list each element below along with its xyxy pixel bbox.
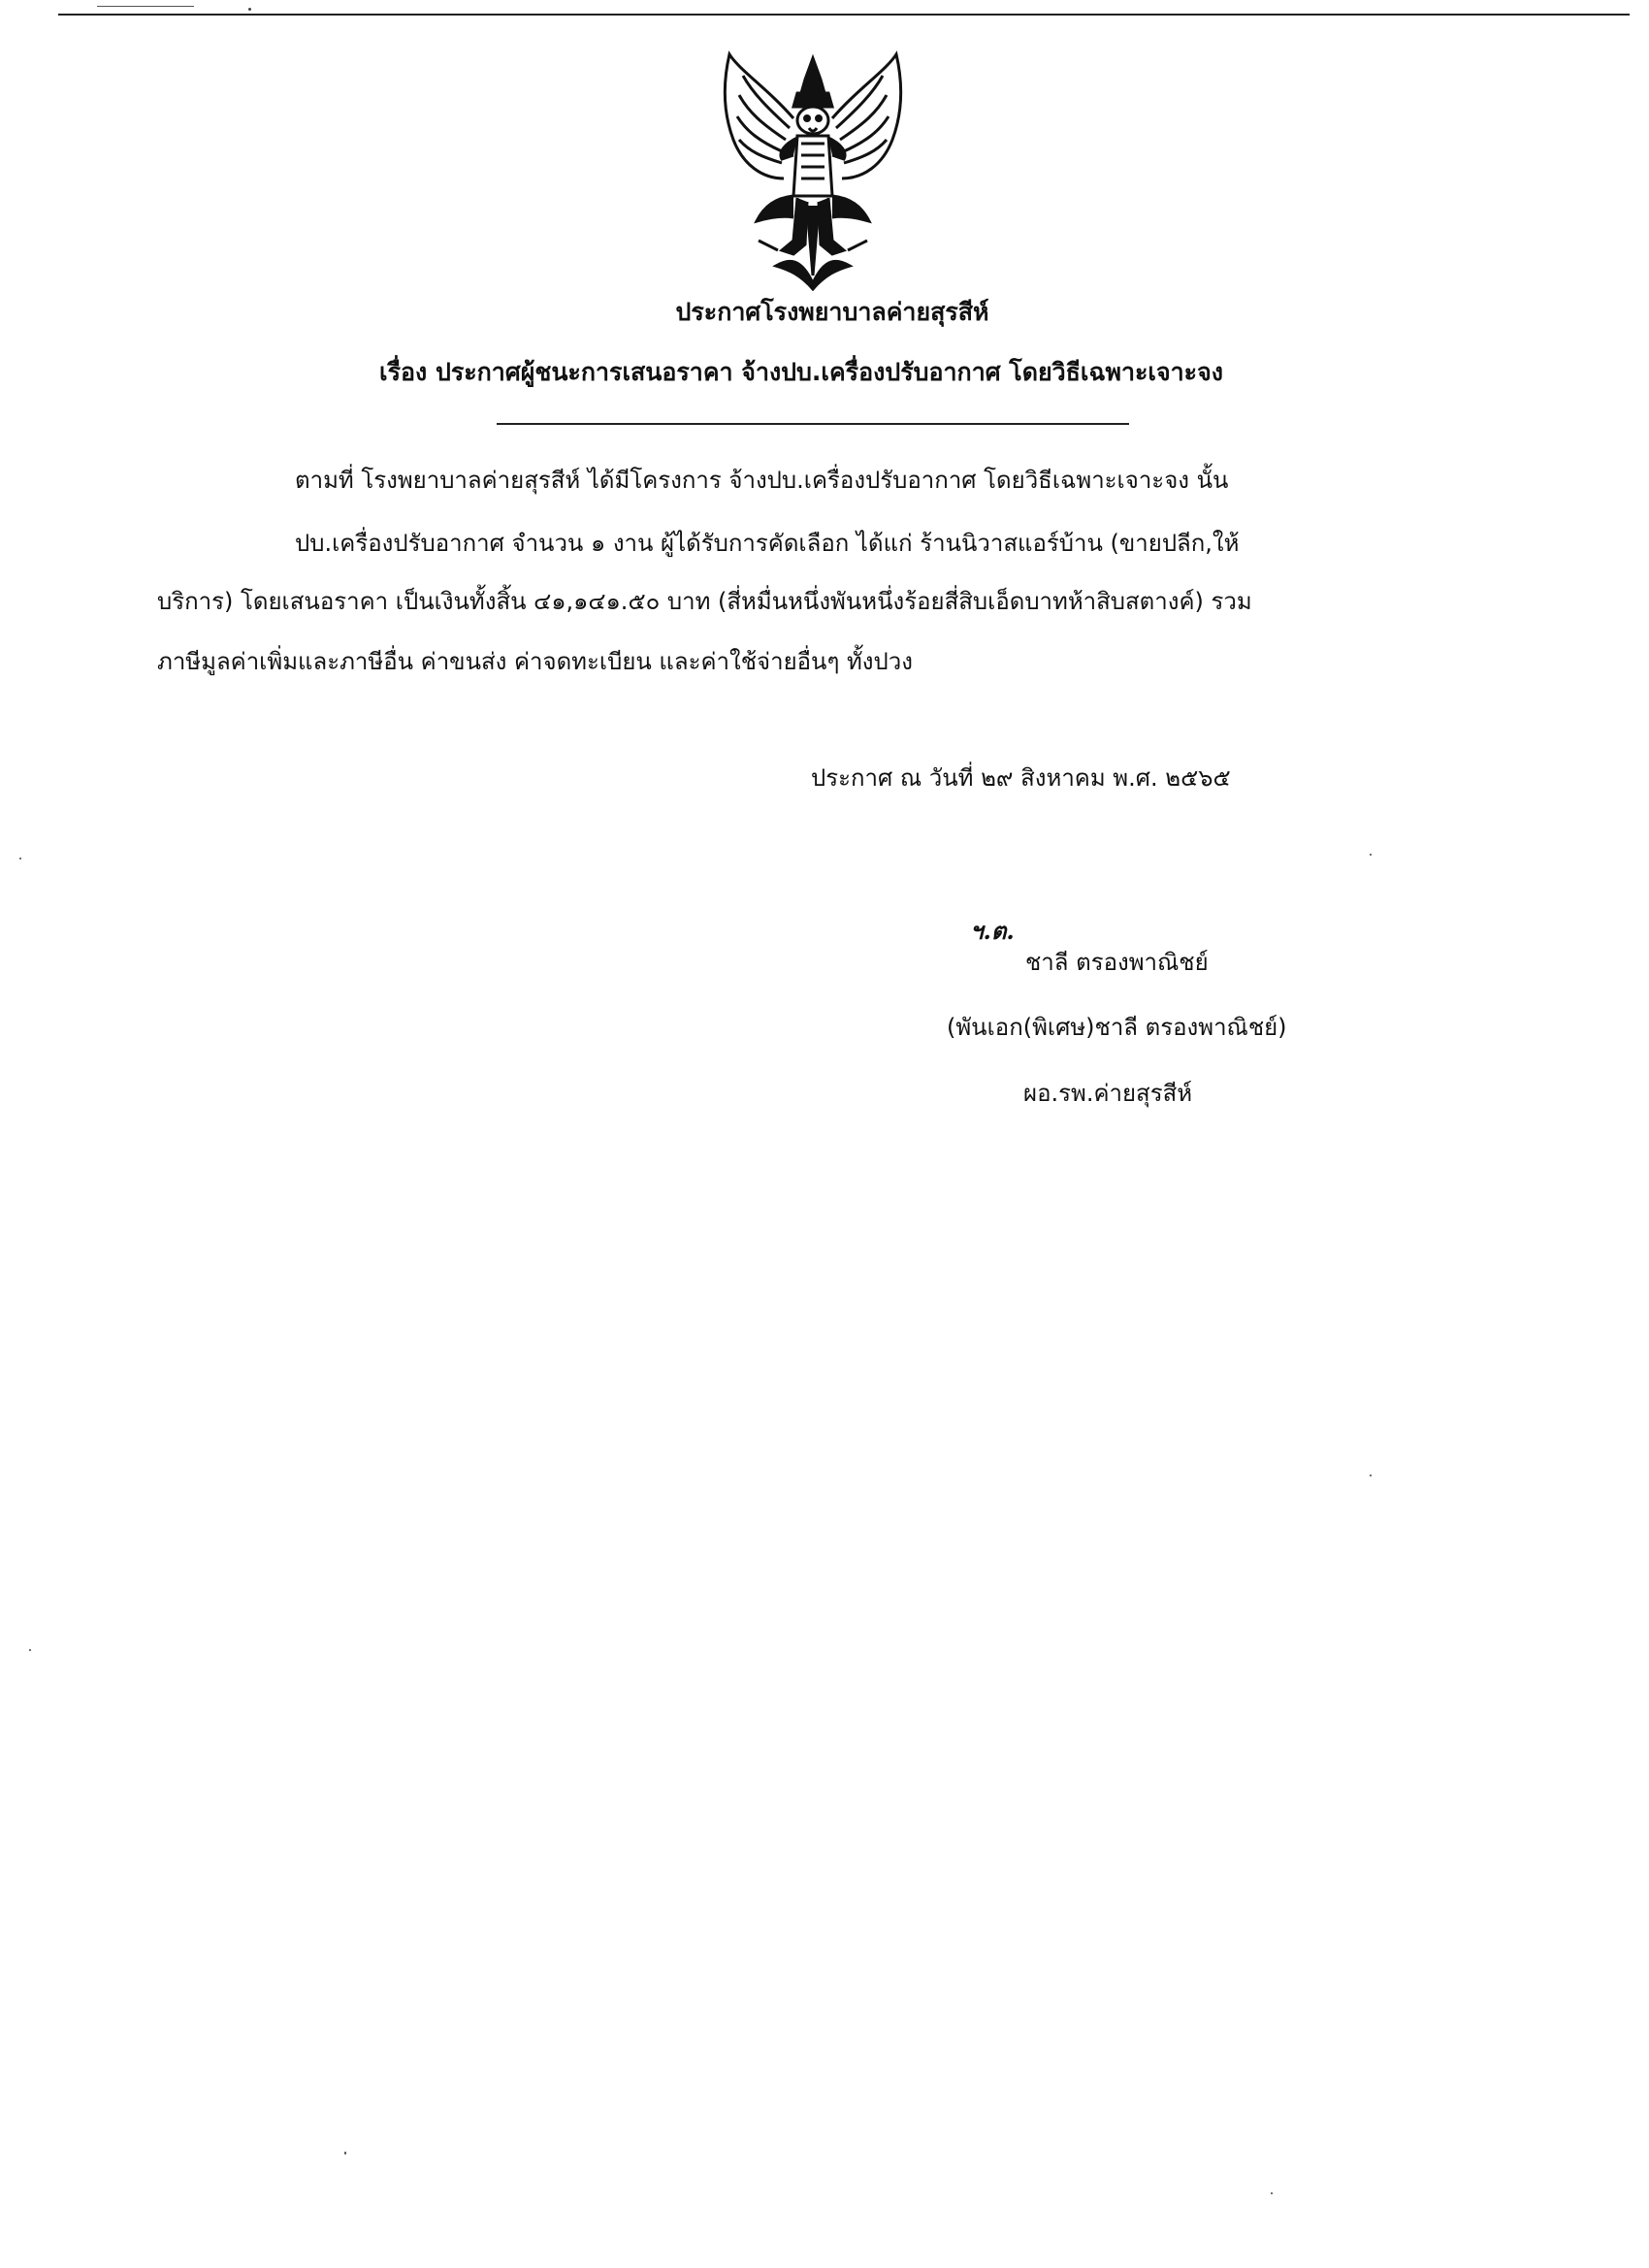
scan-speck [1370,854,1372,856]
signer-full-name: (พันเอก(พิเศษ)ชาลี ตรองพาณิชย์) [947,1014,1287,1041]
scan-speck [1271,2192,1273,2194]
scan-speck [344,2152,346,2155]
body-line: ปบ.เครื่องปรับอากาศ จำนวน ๑ งาน ผู้ได้รับการคัดเลือก ได้แก่ ร้านนิวาสแอร์บ้าน (ขายปลีก,ให้ [295,530,1240,557]
handwritten-signature: ฯ.ต. [970,917,1015,945]
body-line: ตามที่ โรงพยาบาลค่ายสุรสีห์ ได้มีโครงการ จ้างปบ.เครื่องปรับอากาศ โดยวิธีเฉพาะเจาะจง นั้น [295,467,1229,494]
scan-speck [248,8,251,11]
body-line: บริการ) โดยเสนอราคา เป็นเงินทั้งสิ้น ๔๑,๑๔๑.๕๐ บาท (สี่หมื่นหนึ่งพันหนึ่งร้อยสี่สิบเอ็ดบาทห้าสิบสตางค์) รวม [157,588,1252,615]
announcement-subject: เรื่อง ประกาศผู้ชนะการเสนอราคา จ้างปบ.เครื่องปรับอากาศ โดยวิธีเฉพาะเจาะจง [379,358,1223,386]
garuda-emblem-icon [700,50,925,291]
scan-speck [1370,1474,1372,1476]
divider-line [497,423,1129,425]
scan-edge-mark [97,6,194,7]
announcement-title: ประกาศโรงพยาบาลค่ายสุรสีห์ [675,298,989,326]
scan-speck [29,1649,31,1651]
scan-edge-line [58,14,1630,16]
scan-speck [19,858,21,859]
announcement-date: ประกาศ ณ วันที่ ๒๙ สิงหาคม พ.ศ. ๒๕๖๕ [811,764,1231,792]
signer-name: ชาลี ตรองพาณิชย์ [1025,949,1209,976]
body-line: ภาษีมูลค่าเพิ่มและภาษีอื่น ค่าขนส่ง ค่าจดทะเบียน และค่าใช้จ่ายอื่นๆ ทั้งปวง [157,648,913,675]
signer-position: ผอ.รพ.ค่ายสุรสีห์ [1023,1080,1193,1107]
